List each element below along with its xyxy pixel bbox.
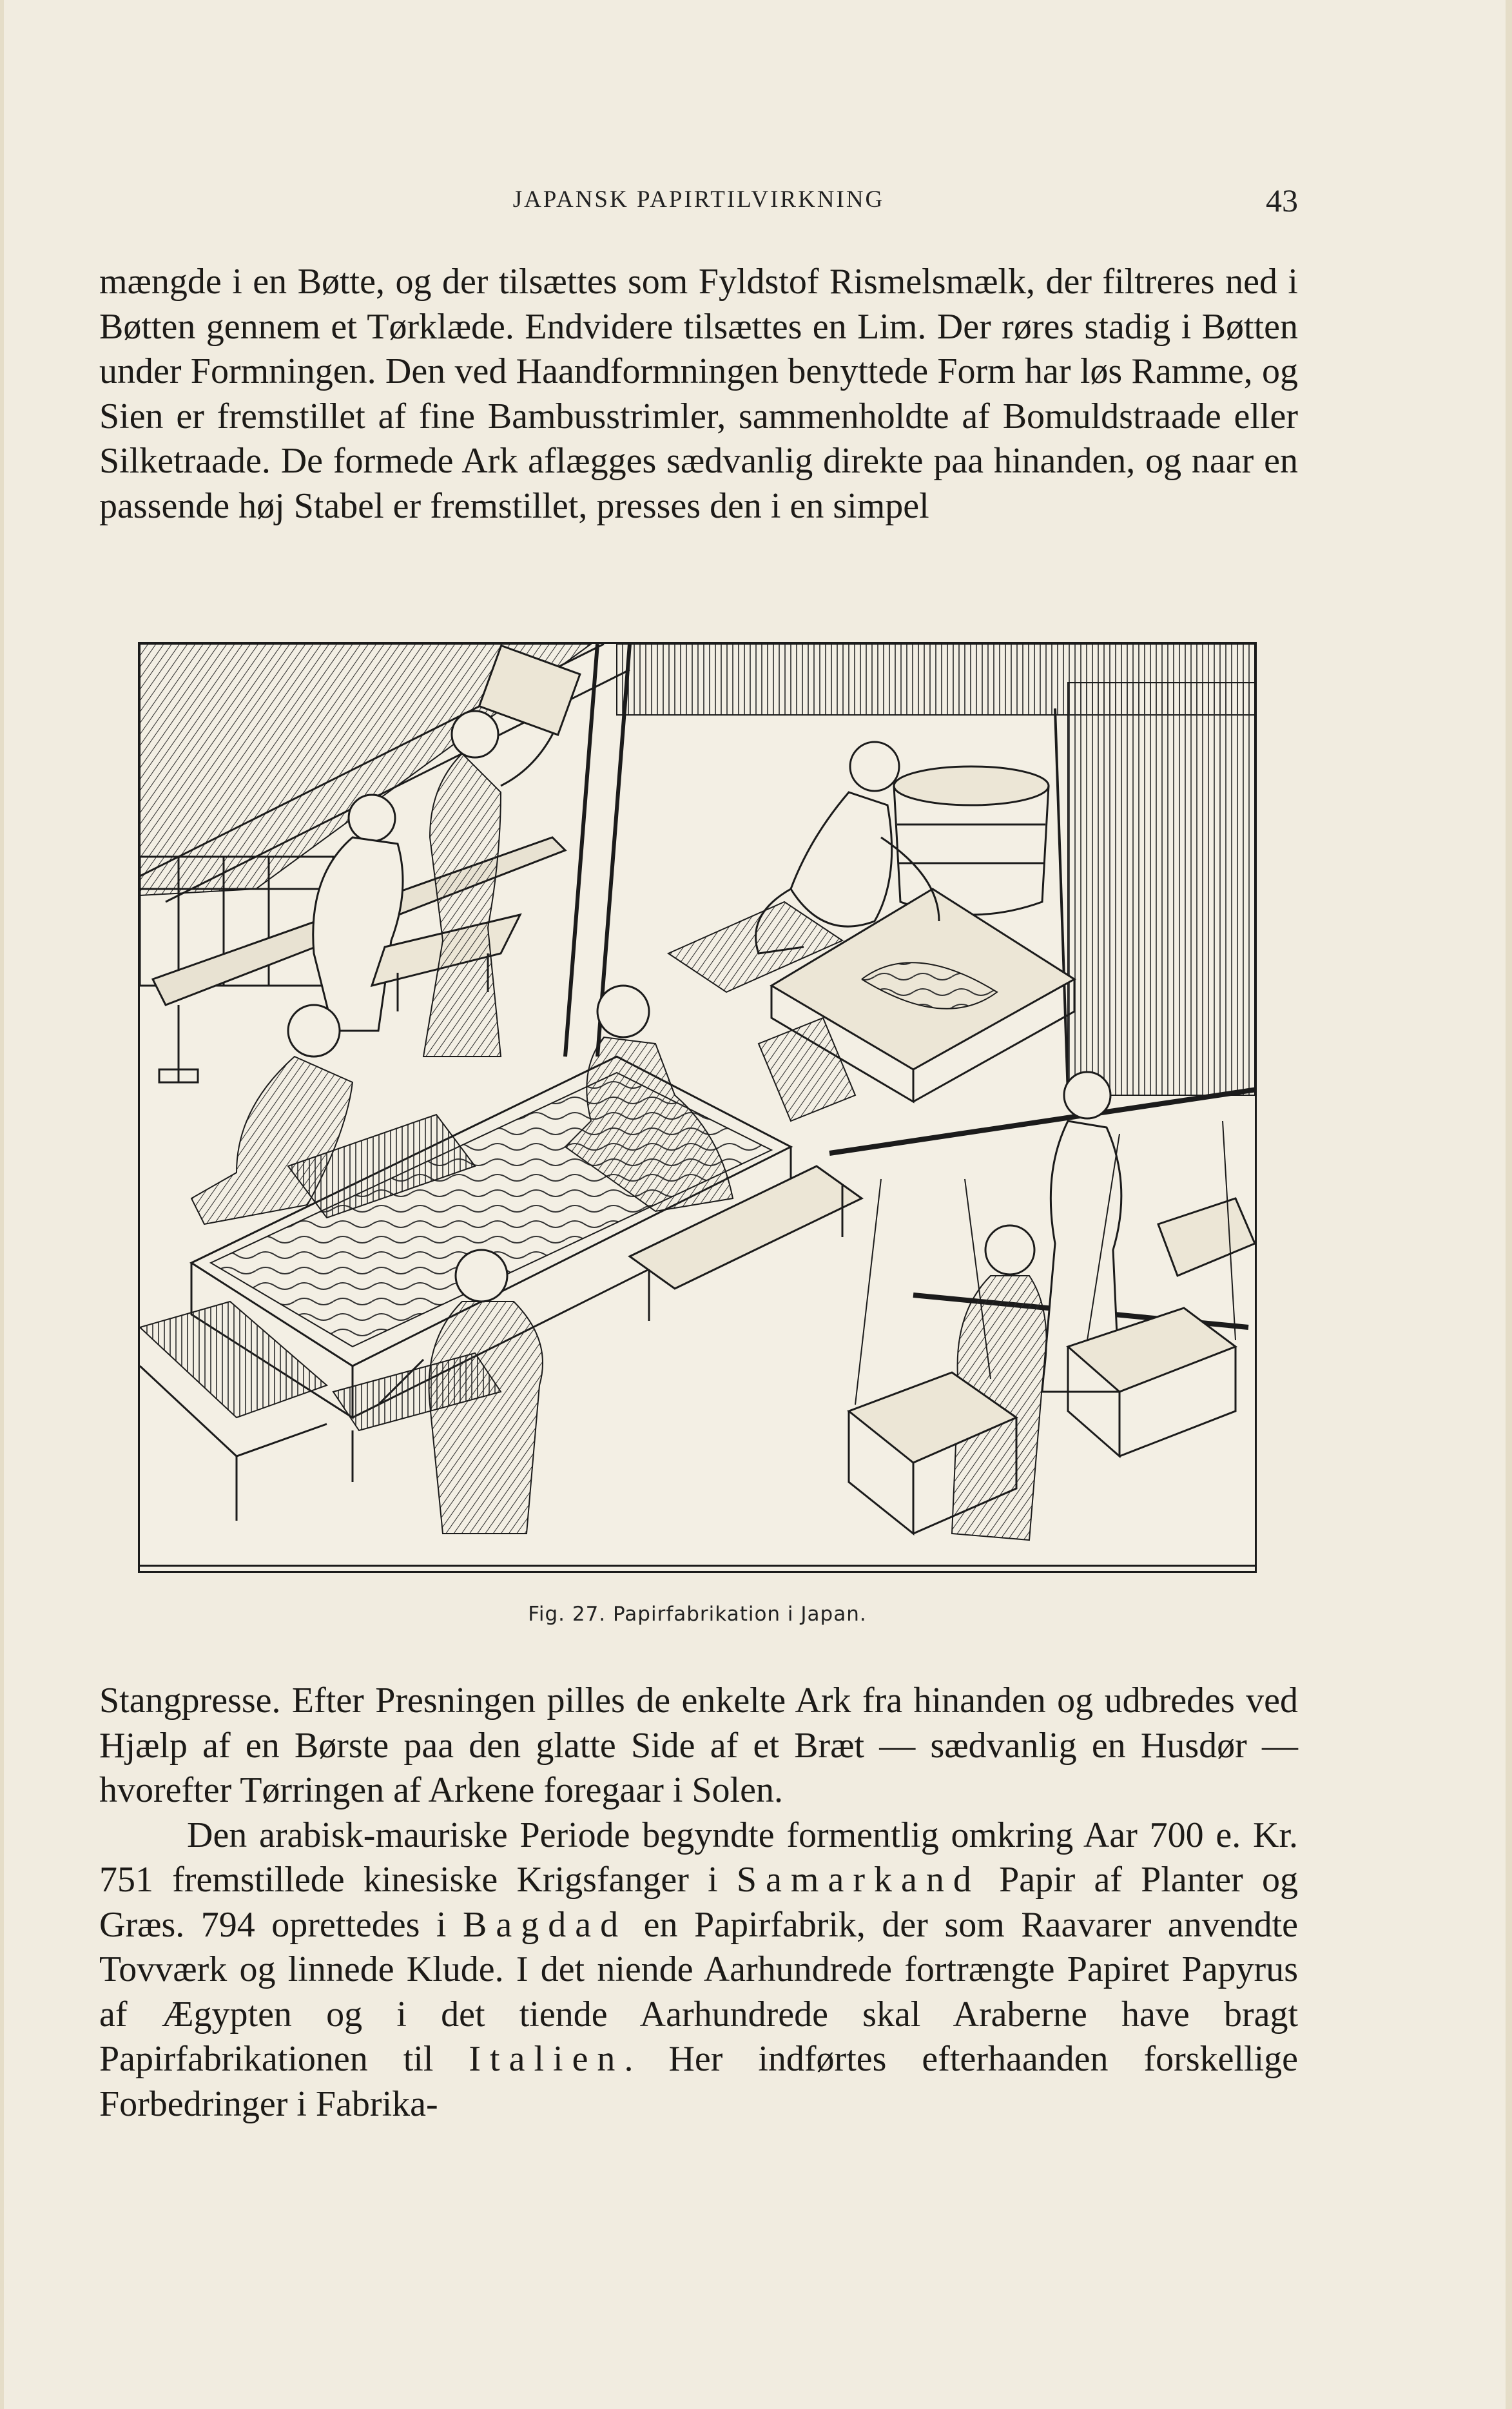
- paragraph-second: [99, 1813, 1298, 2127]
- figure-caption: Fig. 27. Papirfabrikation i Japan.: [528, 1603, 867, 1626]
- paragraph-continued: Stangpresse. Efter Presningen pilles de enkelte Ark fra hinanden og udbredes ved Hjælp af en Børste paa den glatte Side af et Bræt — sædvanlig en Husdør — hvorefter Tørringen af Arkene foregaar i Solen.: [99, 1681, 1298, 1810]
- figure-illustration: [138, 642, 1257, 1573]
- place-name-italien: Italien: [469, 2039, 625, 2079]
- text-segment: Den arabisk-mauriske Periode begyndte formentlig omkring Aar 700 e. Kr. 751 fremstillede kinesiske Krigsfanger i: [99, 1815, 1298, 1900]
- text-segment: . Her indførtes efterhaanden forskellige Forbedringer i Fabrika-: [99, 2039, 1298, 2124]
- body-text-bottom: [99, 1679, 1298, 2127]
- paragraph-top: mængde i en Bøtte, og der tilsættes som Fyldstof Rismelsmælk, der filtreres ned i Bøtten gennem et Tørklæde. Endvidere tilsættes en Lim. Der røres stadig i Bøtten under Formningen. Den ved Haandformningen benyttede Form har løs Ramme, og Sien er fremstillet af fine Bambusstrimler, sammenholdte af Bomuldstraade eller Silketraade. De formede Ark aflægges sædvanlig direkte paa hinanden, og naar en passende høj Stabel er fremstillet, presses den i en simpel: [99, 262, 1298, 526]
- woodcut-illustration: [140, 644, 1255, 1571]
- place-name-bagdad: Bagdad: [463, 1904, 628, 1945]
- page-number: 43: [1266, 182, 1298, 219]
- place-name-samarkand: Samarkand: [736, 1860, 980, 1900]
- text-segment: en Papirfabrik, der som Raavarer anvendte Tovværk og linnede Klude. I det niende Aarhundrede fortrængte Papiret Papyrus af Ægypten og i det tiende Aarhundrede skal Araberne have bragt Papirfabrikationen til: [99, 1904, 1299, 2079]
- body-text-top: [99, 260, 1298, 529]
- text-segment: Papir af Planter og Græs. 794 oprettedes i: [99, 1860, 1299, 1945]
- running-title: JAPANSK PAPIRTILVIRKNING: [512, 186, 885, 213]
- running-head: [99, 182, 1298, 224]
